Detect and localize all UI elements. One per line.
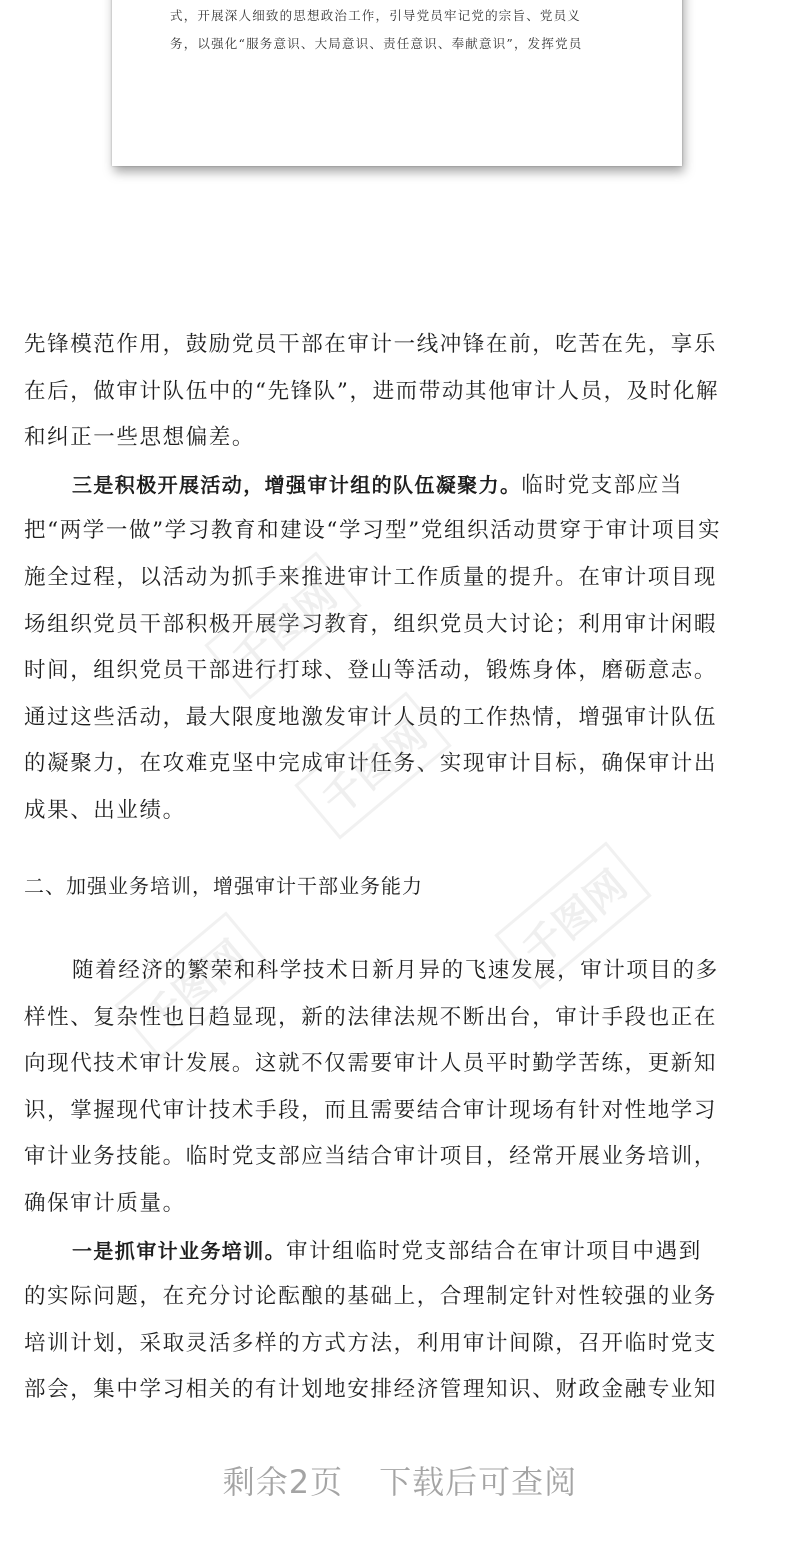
paragraph-line: 和纠正一些思想偏差。 (24, 425, 256, 451)
section-heading: 二、加强业务培训，增强审计干部业务能力 (24, 874, 423, 898)
paragraph-line: 培训计划，采取灵活多样的方式方法，利用审计间隙，召开临时党支 (24, 1330, 718, 1356)
paragraph-lead: 三是积极开展活动，增强审计组的队伍凝聚力。 (72, 472, 522, 497)
remaining-pages-text[interactable]: 剩余2页 (222, 1463, 344, 1501)
paragraph-text: 临时党支部应当 (521, 472, 684, 498)
paragraph-line: 场组织党员干部积极开展学习教育，组织党员大讨论；利用审计闲暇 (24, 611, 718, 637)
paragraph-first-line (24, 1228, 780, 1275)
paragraph-line: 先锋模范作用，鼓励党员干部在审计一线冲锋在前，吃苦在先，享乐 (24, 332, 718, 357)
paragraph-line: 识，掌握现代审计技术手段，而且需要结合审计现场有针对性地学习 (24, 1097, 718, 1123)
watermark: 千图网 (294, 691, 451, 839)
paragraph-lead: 一是抓审计业务培训。 (72, 1238, 286, 1263)
paragraph-line: 把“两学一做”学习教育和建设“学习型”党组织活动贯穿于审计项目实 (24, 518, 722, 544)
paragraph-line: 审计业务技能。临时党支部应当结合审计项目，经常开展业务培训， (24, 1144, 718, 1170)
paragraph-line: 样性、复杂性也日趋显现，新的法律法规不断出台，审计手段也正在 (24, 1004, 718, 1030)
watermark: 千图网 (114, 911, 271, 1059)
paragraph-first-line (24, 462, 780, 509)
paragraph-line: 的凝聚力，在攻难克坚中完成审计任务、实现审计目标，确保审计出 (24, 751, 718, 777)
watermark: 千图网 (204, 551, 361, 699)
paragraph-line: 施全过程，以活动为抓手来推进审计工作质量的提升。在审计项目现 (24, 564, 718, 590)
paragraph-line: 时间，组织党员干部进行打球、登山等活动，锻炼身体，磨砺意志。 (24, 658, 718, 684)
paragraph-line: 在后，做审计队伍中的“先锋队”，进而带动其他审计人员，及时化解 (24, 378, 720, 404)
watermark: 千图网 (494, 841, 651, 989)
paragraph-line: 向现代技术审计发展。这就不仅需要审计人员平时勤学苦练，更新知 (24, 1051, 718, 1077)
preview-line: 务，以强化“服务意识、大局意识、责任意识、奉献意识”，发挥党员 (170, 36, 583, 51)
paragraph-line: 的实际问题，在充分讨论酝酿的基础上，合理制定针对性较强的业务 (24, 1284, 718, 1310)
paragraph-line: 部会，集中学习相关的有计划地安排经济管理知识、财政金融专业知 (24, 1377, 718, 1403)
download-to-view-link[interactable]: 下载后可查阅 (379, 1463, 578, 1501)
download-prompt[interactable] (0, 1460, 800, 1504)
document-body-section2 (24, 948, 780, 1414)
paragraph-line: 成果、出业绩。 (24, 797, 186, 823)
paragraph-line: 通过这些活动，最大限度地激发审计人员的工作热情，增强审计队伍 (24, 704, 718, 730)
paragraph-line: 确保审计质量。 (24, 1190, 186, 1216)
paragraph-first-line: 随着经济的繁荣和科学技术日新月异的飞速发展，审计项目的多 (72, 958, 719, 983)
preview-line: 式，开展深人细致的思想政治工作，引导党员牢记党的宗旨、党员义 (170, 8, 582, 23)
paragraph-text: 审计组临时党支部结合在审计项目中遇到 (286, 1238, 702, 1264)
preview-card (112, 0, 682, 166)
